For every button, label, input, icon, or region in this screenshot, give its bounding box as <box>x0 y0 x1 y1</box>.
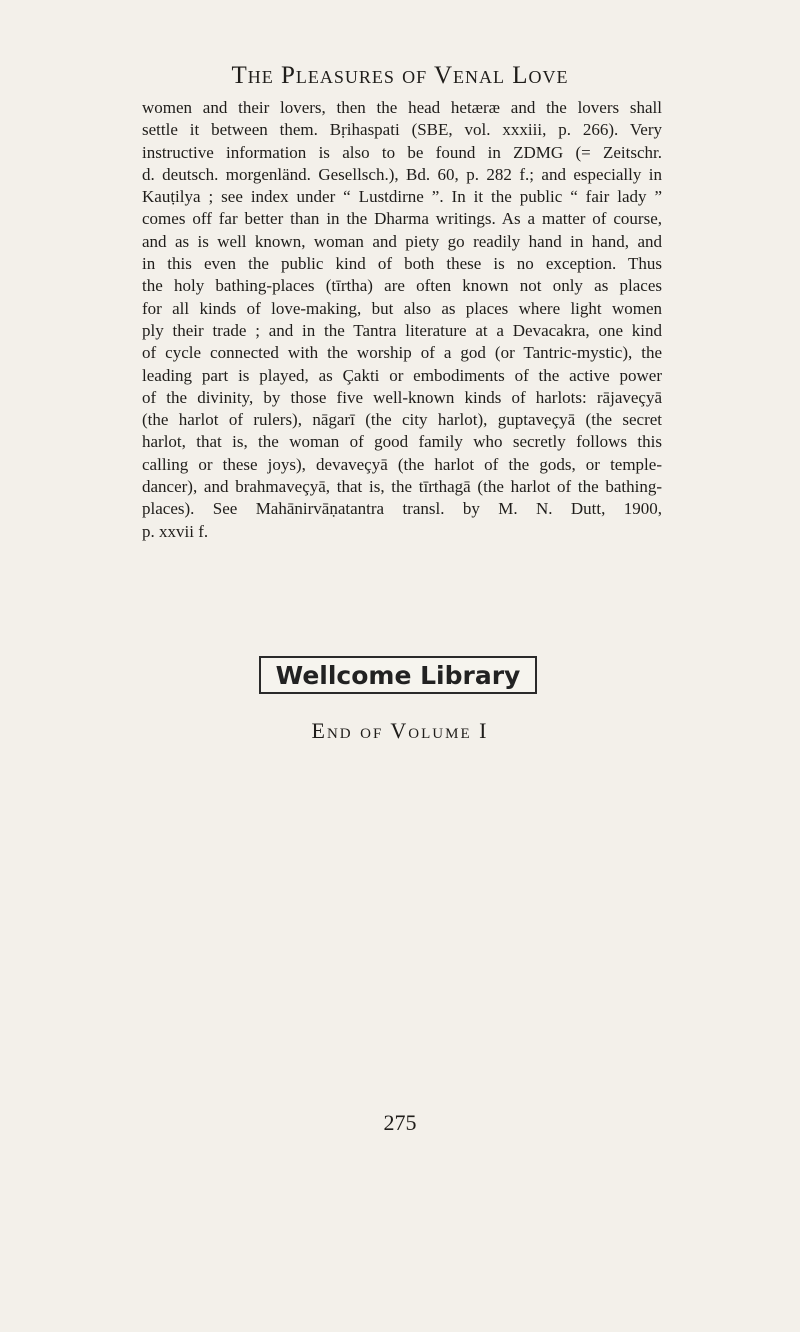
text-line: harlot, that is, the woman of good family who secretly follows this <box>142 432 662 452</box>
text-line: p. xxvii f. <box>142 521 209 541</box>
text-line: leading part is played, as Çakti or embodiments of the active power <box>142 365 662 385</box>
text-line: dancer), and brahmaveçyā, that is, the tīrthagā (the harlot of the bathing- <box>142 477 662 497</box>
end-of-volume: End of Volume I <box>311 718 489 743</box>
wellcome-library-stamp <box>259 656 537 694</box>
text-line: (the harlot of rulers), nāgarī (the city harlot), guptaveçyā (the secret <box>142 410 662 430</box>
text-line: for all kinds of love-making, but also as places where light women <box>142 298 662 318</box>
text-line: and as is well known, woman and piety go readily hand in hand, and <box>142 231 662 251</box>
text-line: d. deutsch. morgenländ. Gesellsch.), Bd. 60, p. 282 f.; and especially in <box>142 164 662 184</box>
text-line: settle it between them. Bṛihaspati (SBE, vol. xxxiii, p. 266). Very <box>142 120 662 140</box>
body-text <box>142 97 662 543</box>
text-line: comes off far better than in the Dharma writings. As a matter of course, <box>142 209 662 229</box>
text-line: places). See Mahānirvāṇatantra transl. by M. N. Dutt, 1900, <box>142 499 662 519</box>
page-number: 275 <box>383 1110 417 1135</box>
text-line: ply their trade ; and in the Tantra literature at a Devacakra, one kind <box>142 320 662 340</box>
text-line: in this even the public kind of both these is no exception. Thus <box>142 254 662 274</box>
text-line: of cycle connected with the worship of a god (or Tantric-mystic), the <box>142 343 662 363</box>
text-line: Kauṭilya ; see index under “ Lustdirne ”. In it the public “ fair lady ” <box>142 187 662 207</box>
stamp-text: Wellcome Library <box>275 660 521 690</box>
running-header: The Pleasures of Venal Love <box>231 62 569 89</box>
text-line: the holy bathing-places (tīrtha) are often known not only as places <box>142 276 662 296</box>
text-line: calling or these joys), devaveçyā (the harlot of the gods, or temple- <box>142 454 662 474</box>
text-line: women and their lovers, then the head hetæræ and the lovers shall <box>142 98 662 117</box>
text-line: instructive information is also to be found in ZDMG (= Zeitschr. <box>142 142 662 162</box>
text-line: of the divinity, by those five well-known kinds of harlots: rājaveçyā <box>142 387 662 407</box>
